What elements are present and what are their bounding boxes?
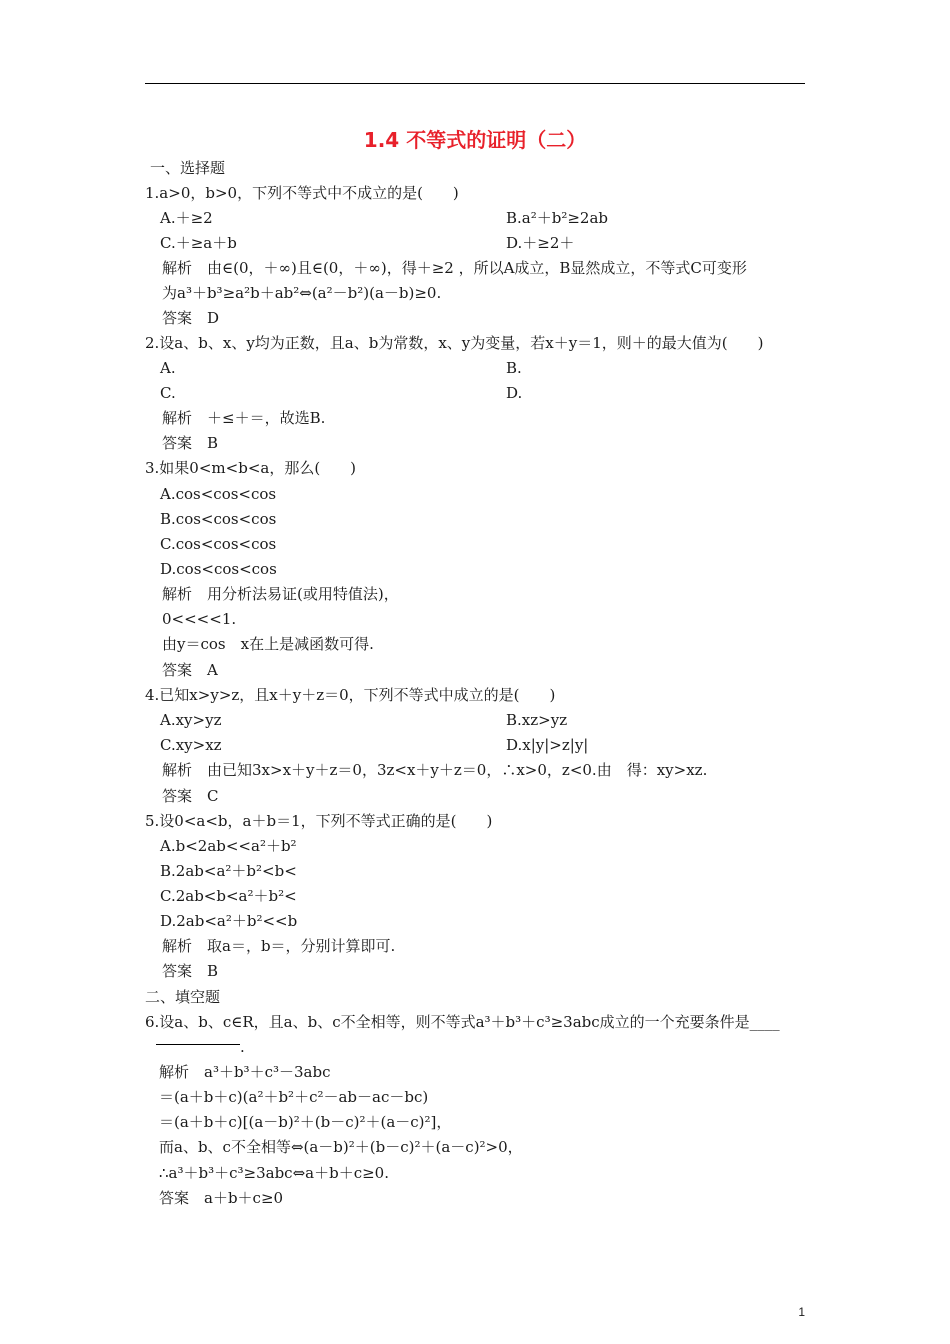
text-line: A.b<2ab<<a²＋b²: [160, 837, 297, 855]
text-line: D.＋≥2＋: [506, 234, 575, 252]
text-line: A.: [160, 359, 176, 377]
text-line: C.cos<cos<cos: [160, 535, 277, 553]
answer-blank-line: [156, 1044, 240, 1045]
text-line: B.a²＋b²≥2ab: [506, 209, 609, 227]
text-line: 2.设a、b、x、y均为正数，且a、b为常数，x、y为变量，若x＋y＝1，则＋的最大值为( ): [145, 334, 764, 352]
text-line: 解析 ＋≤＋＝，故选B.: [162, 409, 326, 427]
text-line: D.2ab<a²＋b²<<b: [160, 912, 298, 930]
page-title: 1.4 不等式的证明（二）: [363, 128, 587, 152]
text-line: 解析 a³＋b³＋c³－3abc: [159, 1063, 331, 1081]
text-line: C.xy>xz: [160, 736, 222, 754]
text-line: C.＋≥a＋b: [160, 234, 237, 252]
text-line: B.xz>yz: [506, 711, 568, 729]
text-line: A.cos<cos<cos: [160, 485, 277, 503]
text-line: 一、选择题: [150, 159, 226, 177]
text-line: C.2ab<b<a²＋b²<: [160, 887, 297, 905]
text-line: 答案 a＋b＋c≥0: [159, 1189, 284, 1207]
text-line: 4.已知x>y>z，且x＋y＋z＝0，下列不等式中成立的是( ): [145, 686, 556, 704]
text-line: B.cos<cos<cos: [160, 510, 277, 528]
text-line: 由y＝cos x在上是减函数可得.: [162, 635, 374, 653]
text-line: 3.如果0<m<b<a，那么( ): [145, 459, 357, 477]
text-line: 6.设a、b、c∈R，且a、b、c不全相等，则不等式a³＋b³＋c³≥3abc成立的一个充要条件是____: [145, 1013, 780, 1031]
text-line: 答案 C: [162, 787, 219, 805]
text-line: A.xy>yz: [160, 711, 222, 729]
header-rule: [145, 83, 805, 84]
text-line: 答案 B: [162, 434, 219, 452]
text-line: 为a³＋b³≥a²b＋ab²⇔(a²－b²)(a－b)≥0.: [162, 284, 442, 302]
text-line: 5.设0<a<b，a＋b＝1，下列不等式正确的是( ): [145, 812, 493, 830]
text-line: 二、填空题: [145, 988, 221, 1006]
text-line: 解析 用分析法易证(或用特值法)，: [162, 585, 399, 603]
text-line: ＝(a＋b＋c)[(a－b)²＋(b－c)²＋(a－c)²]，: [159, 1113, 452, 1131]
text-line: 而a、b、c不全相等⇔(a－b)²＋(b－c)²＋(a－c)²>0，: [159, 1138, 523, 1156]
text-line: .: [240, 1038, 245, 1056]
text-line: B.: [506, 359, 522, 377]
text-line: 解析 取a＝，b＝，分别计算即可.: [162, 937, 396, 955]
text-line: 解析 由∈(0，＋∞)且∈(0，＋∞)，得＋≥2 ，所以A成立，B显然成立，不等式C可变形: [162, 259, 747, 277]
text-line: 0<<<<1.: [162, 610, 237, 628]
page-number: 1: [798, 1305, 805, 1319]
text-line: C.: [160, 384, 176, 402]
text-line: 答案 D: [162, 309, 220, 327]
text-line: ＝(a＋b＋c)(a²＋b²＋c²－ab－ac－bc): [159, 1088, 429, 1106]
text-line: 解析 由已知3x>x＋y＋z＝0，3z<x＋y＋z＝0，∴x>0，z<0.由 得：xy>xz.: [162, 761, 708, 779]
text-line: D.x|y|>z|y|: [506, 736, 589, 754]
text-line: ∴a³＋b³＋c³≥3abc⇔a＋b＋c≥0.: [159, 1164, 389, 1182]
text-line: B.2ab<a²＋b²<b<: [160, 862, 297, 880]
text-line: A.＋≥2: [160, 209, 213, 227]
text-line: D.: [506, 384, 523, 402]
text-line: 1.a>0，b>0，下列不等式中不成立的是( ): [145, 184, 459, 202]
text-line: 答案 B: [162, 962, 219, 980]
text-line: 答案 A: [162, 661, 218, 679]
text-line: D.cos<cos<cos: [160, 560, 277, 578]
